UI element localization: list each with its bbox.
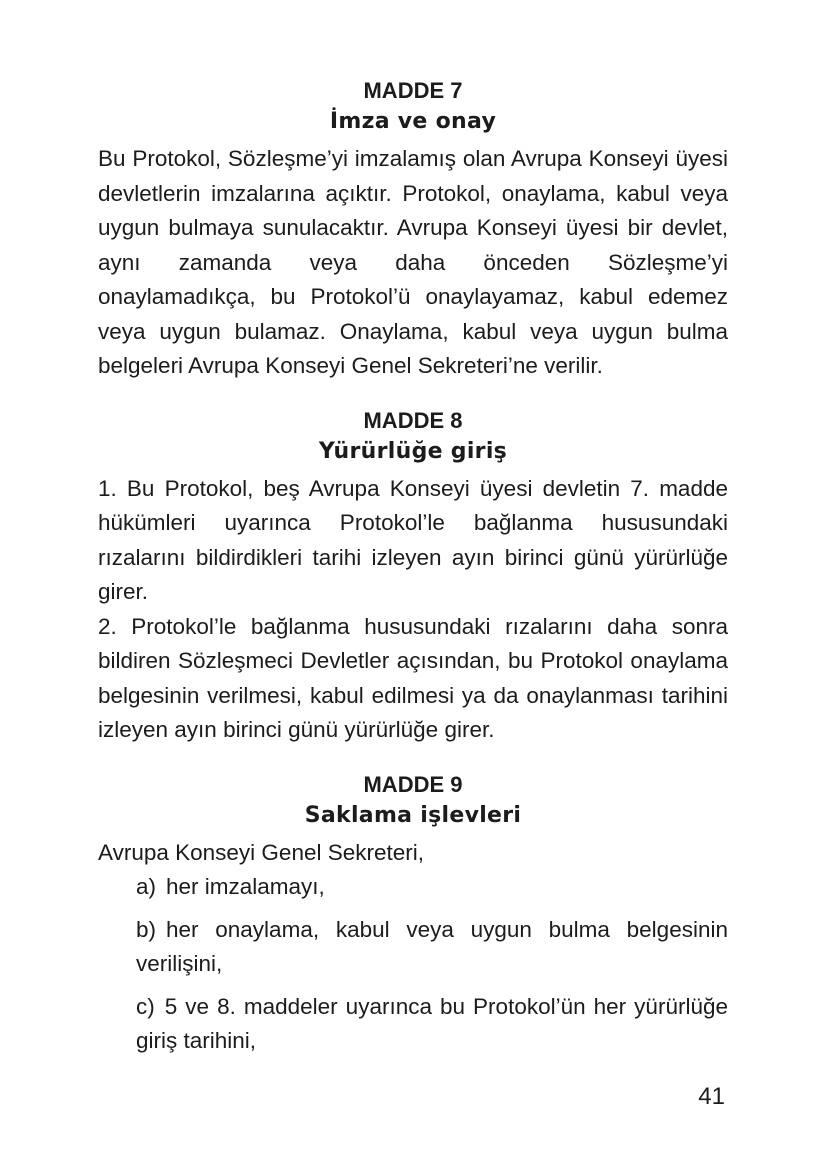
list-label: c) (136, 993, 155, 1019)
article-title: İmza ve onay (329, 109, 497, 134)
list-text: 5 ve 8. maddeler uyarınca bu Protokol’ün her yürürlüğe giriş tarihini, (136, 993, 728, 1053)
list-item (98, 913, 728, 982)
document-page (98, 76, 728, 1081)
page-number: 41 (698, 1083, 725, 1110)
article-paragraph: 2. Protokol’le bağlanma hususundaki rızalarını daha sonra bildiren Sözleşmeci Devletler açısından, bu Protokol onaylama belgesinin verilmesi, kabul edilmesi ya da onaylanması tarihini izleyen ayın birinci günü yürürlüğe girer. (98, 613, 728, 742)
article-title: Saklama işlevleri (304, 802, 522, 828)
article-paragraph: 1. Bu Protokol, beş Avrupa Konseyi üyesi devletin 7. madde hükümleri uyarınca Protokol’le bağlanma hususundaki rızalarını bildirdikleri tarihi izleyen ayın birinci günü yürürlüğe girer. (98, 475, 728, 604)
list-label: b) (136, 916, 157, 942)
article-8 (98, 406, 728, 748)
article-title: Yürürlüğe giriş (318, 438, 508, 464)
article-number: MADDE 9 (363, 771, 463, 797)
article-number: MADDE 7 (363, 78, 463, 103)
article-9 (98, 770, 728, 1059)
list-label: a) (136, 874, 157, 899)
article-number: MADDE 8 (363, 407, 463, 433)
article-7 (98, 76, 728, 384)
list-text: her imzalamayı, (166, 874, 325, 899)
list-item (98, 990, 728, 1059)
list-item (98, 870, 728, 905)
article-paragraph: Bu Protokol, Sözleşme’yi imzalamış olan Avrupa Konseyi üyesi devletlerin imzalarına açıktır. Protokol, onaylama, kabul veya uygun bulmaya sunulacaktır. Avrupa Konseyi üyesi bir devlet, aynı zamanda veya daha önceden Sözleşme’yi onaylamadıkça, bu Protokol’ü onaylayamaz, kabul edemez veya uygun bulamaz. Onaylama, kabul veya uygun bulma belgeleri Avrupa Konseyi Genel Sekreteri’ne verilir. (98, 146, 728, 378)
article-intro: Avrupa Konseyi Genel Sekreteri, (98, 839, 425, 865)
list-text: her onaylama, kabul veya uygun bulma belgesinin verilişini, (136, 916, 728, 976)
